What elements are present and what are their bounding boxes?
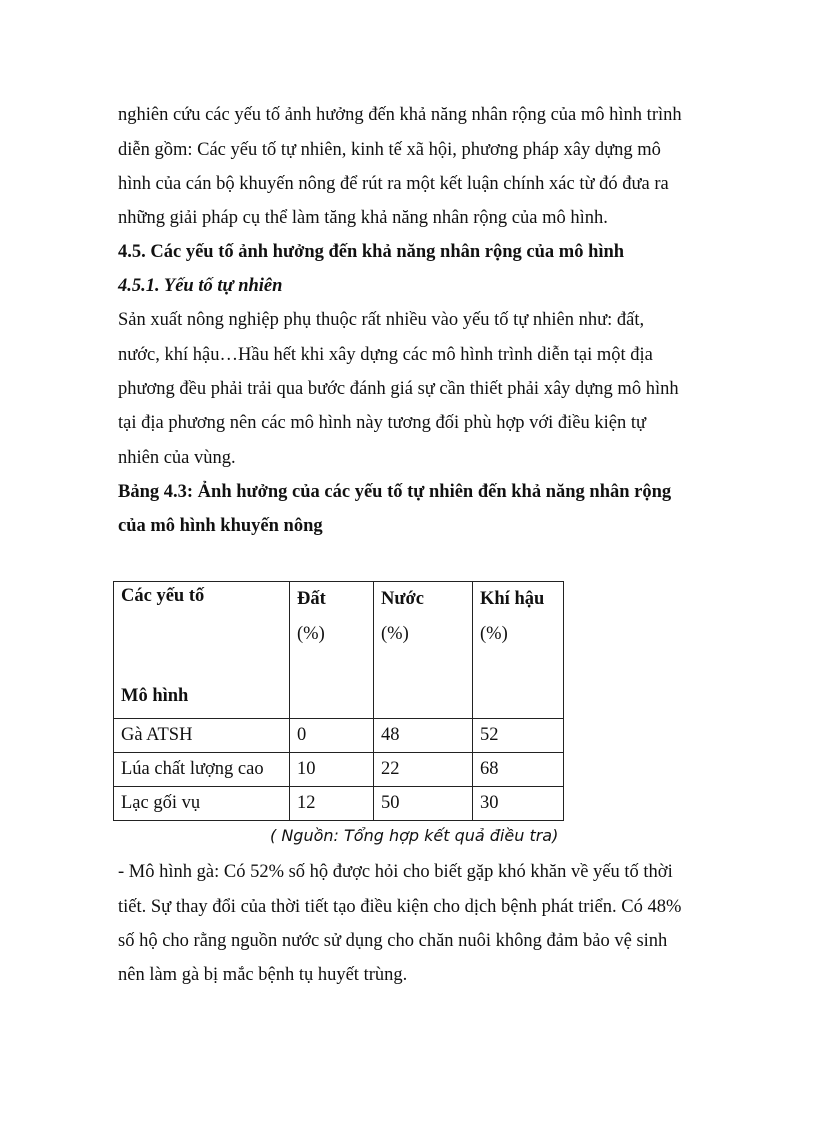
intro-line-1: nghiên cứu các yếu tố ảnh hưởng đến khả năng nhân rộng của mô hình trình xyxy=(118,105,682,125)
table-caption-line-1: Bảng 4.3: Ảnh hưởng của các yếu tố tự nhiên đến khả năng nhân rộng xyxy=(118,482,672,502)
cell-climate: 30 xyxy=(473,787,564,821)
table-row xyxy=(114,753,564,787)
intro-line-3: hình của cán bộ khuyến nông để rút ra một kết luận chính xác từ đó đưa ra xyxy=(118,174,669,194)
table-corner-cell xyxy=(114,582,290,719)
table-row xyxy=(114,787,564,821)
chicken-line-2: tiết. Sự thay đổi của thời tiết tạo điều kiện cho dịch bệnh phát triển. Có 48% xyxy=(118,897,682,917)
natural-line-4: tại địa phương nên các mô hình này tương đối phù hợp với điều kiện tự xyxy=(118,413,647,433)
column-header-soil-unit: (%) xyxy=(297,624,325,644)
natural-line-2: nước, khí hậu…Hầu hết khi xây dựng các mô hình trình diễn tại một địa xyxy=(118,345,653,365)
natural-line-1: Sản xuất nông nghiệp phụ thuộc rất nhiều vào yếu tố tự nhiên như: đất, xyxy=(118,310,645,330)
cell-soil: 0 xyxy=(290,719,374,753)
corner-label-model: Mô hình xyxy=(121,686,189,706)
column-header-soil xyxy=(290,582,374,719)
row-label: Lạc gối vụ xyxy=(114,787,290,821)
chicken-line-1: - Mô hình gà: Có 52% số hộ được hỏi cho biết gặp khó khăn về yếu tố thời xyxy=(118,862,673,882)
row-label: Lúa chất lượng cao xyxy=(114,753,290,787)
cell-climate: 68 xyxy=(473,753,564,787)
chicken-line-4: nên làm gà bị mắc bệnh tụ huyết trùng. xyxy=(118,965,408,985)
cell-soil: 10 xyxy=(290,753,374,787)
natural-factors-table xyxy=(113,581,564,821)
section-heading: 4.5. Các yếu tố ảnh hưởng đến khả năng nhân rộng của mô hình xyxy=(118,242,625,262)
cell-climate: 52 xyxy=(473,719,564,753)
chicken-line-3: số hộ cho rằng nguồn nước sử dụng cho chăn nuôi không đảm bảo vệ sinh xyxy=(118,931,668,951)
column-header-climate xyxy=(473,582,564,719)
column-header-soil-name: Đất xyxy=(297,589,326,609)
cell-water: 50 xyxy=(374,787,473,821)
column-header-water xyxy=(374,582,473,719)
cell-soil: 12 xyxy=(290,787,374,821)
table-row xyxy=(114,719,564,753)
subsection-heading: 4.5.1. Yếu tố tự nhiên xyxy=(118,276,283,296)
column-header-water-unit: (%) xyxy=(381,624,409,644)
corner-label-factors: Các yếu tố xyxy=(121,586,205,606)
intro-line-4: những giải pháp cụ thể làm tăng khả năng nhân rộng của mô hình. xyxy=(118,208,608,228)
cell-water: 48 xyxy=(374,719,473,753)
natural-line-5: nhiên của vùng. xyxy=(118,448,236,468)
table-header-row xyxy=(114,582,564,719)
column-header-water-name: Nước xyxy=(381,589,424,609)
cell-water: 22 xyxy=(374,753,473,787)
table-caption-line-2: của mô hình khuyến nông xyxy=(118,516,323,536)
table-source-note: ( Nguồn: Tổng hợp kết quả điều tra) xyxy=(270,826,559,845)
natural-line-3: phương đều phải trải qua bước đánh giá sự cần thiết phải xây dựng mô hình xyxy=(118,379,679,399)
column-header-climate-name: Khí hậu xyxy=(480,589,545,609)
intro-line-2: diễn gồm: Các yếu tố tự nhiên, kinh tế xã hội, phương pháp xây dựng mô xyxy=(118,140,661,160)
row-label: Gà ATSH xyxy=(114,719,290,753)
column-header-climate-unit: (%) xyxy=(480,624,508,644)
